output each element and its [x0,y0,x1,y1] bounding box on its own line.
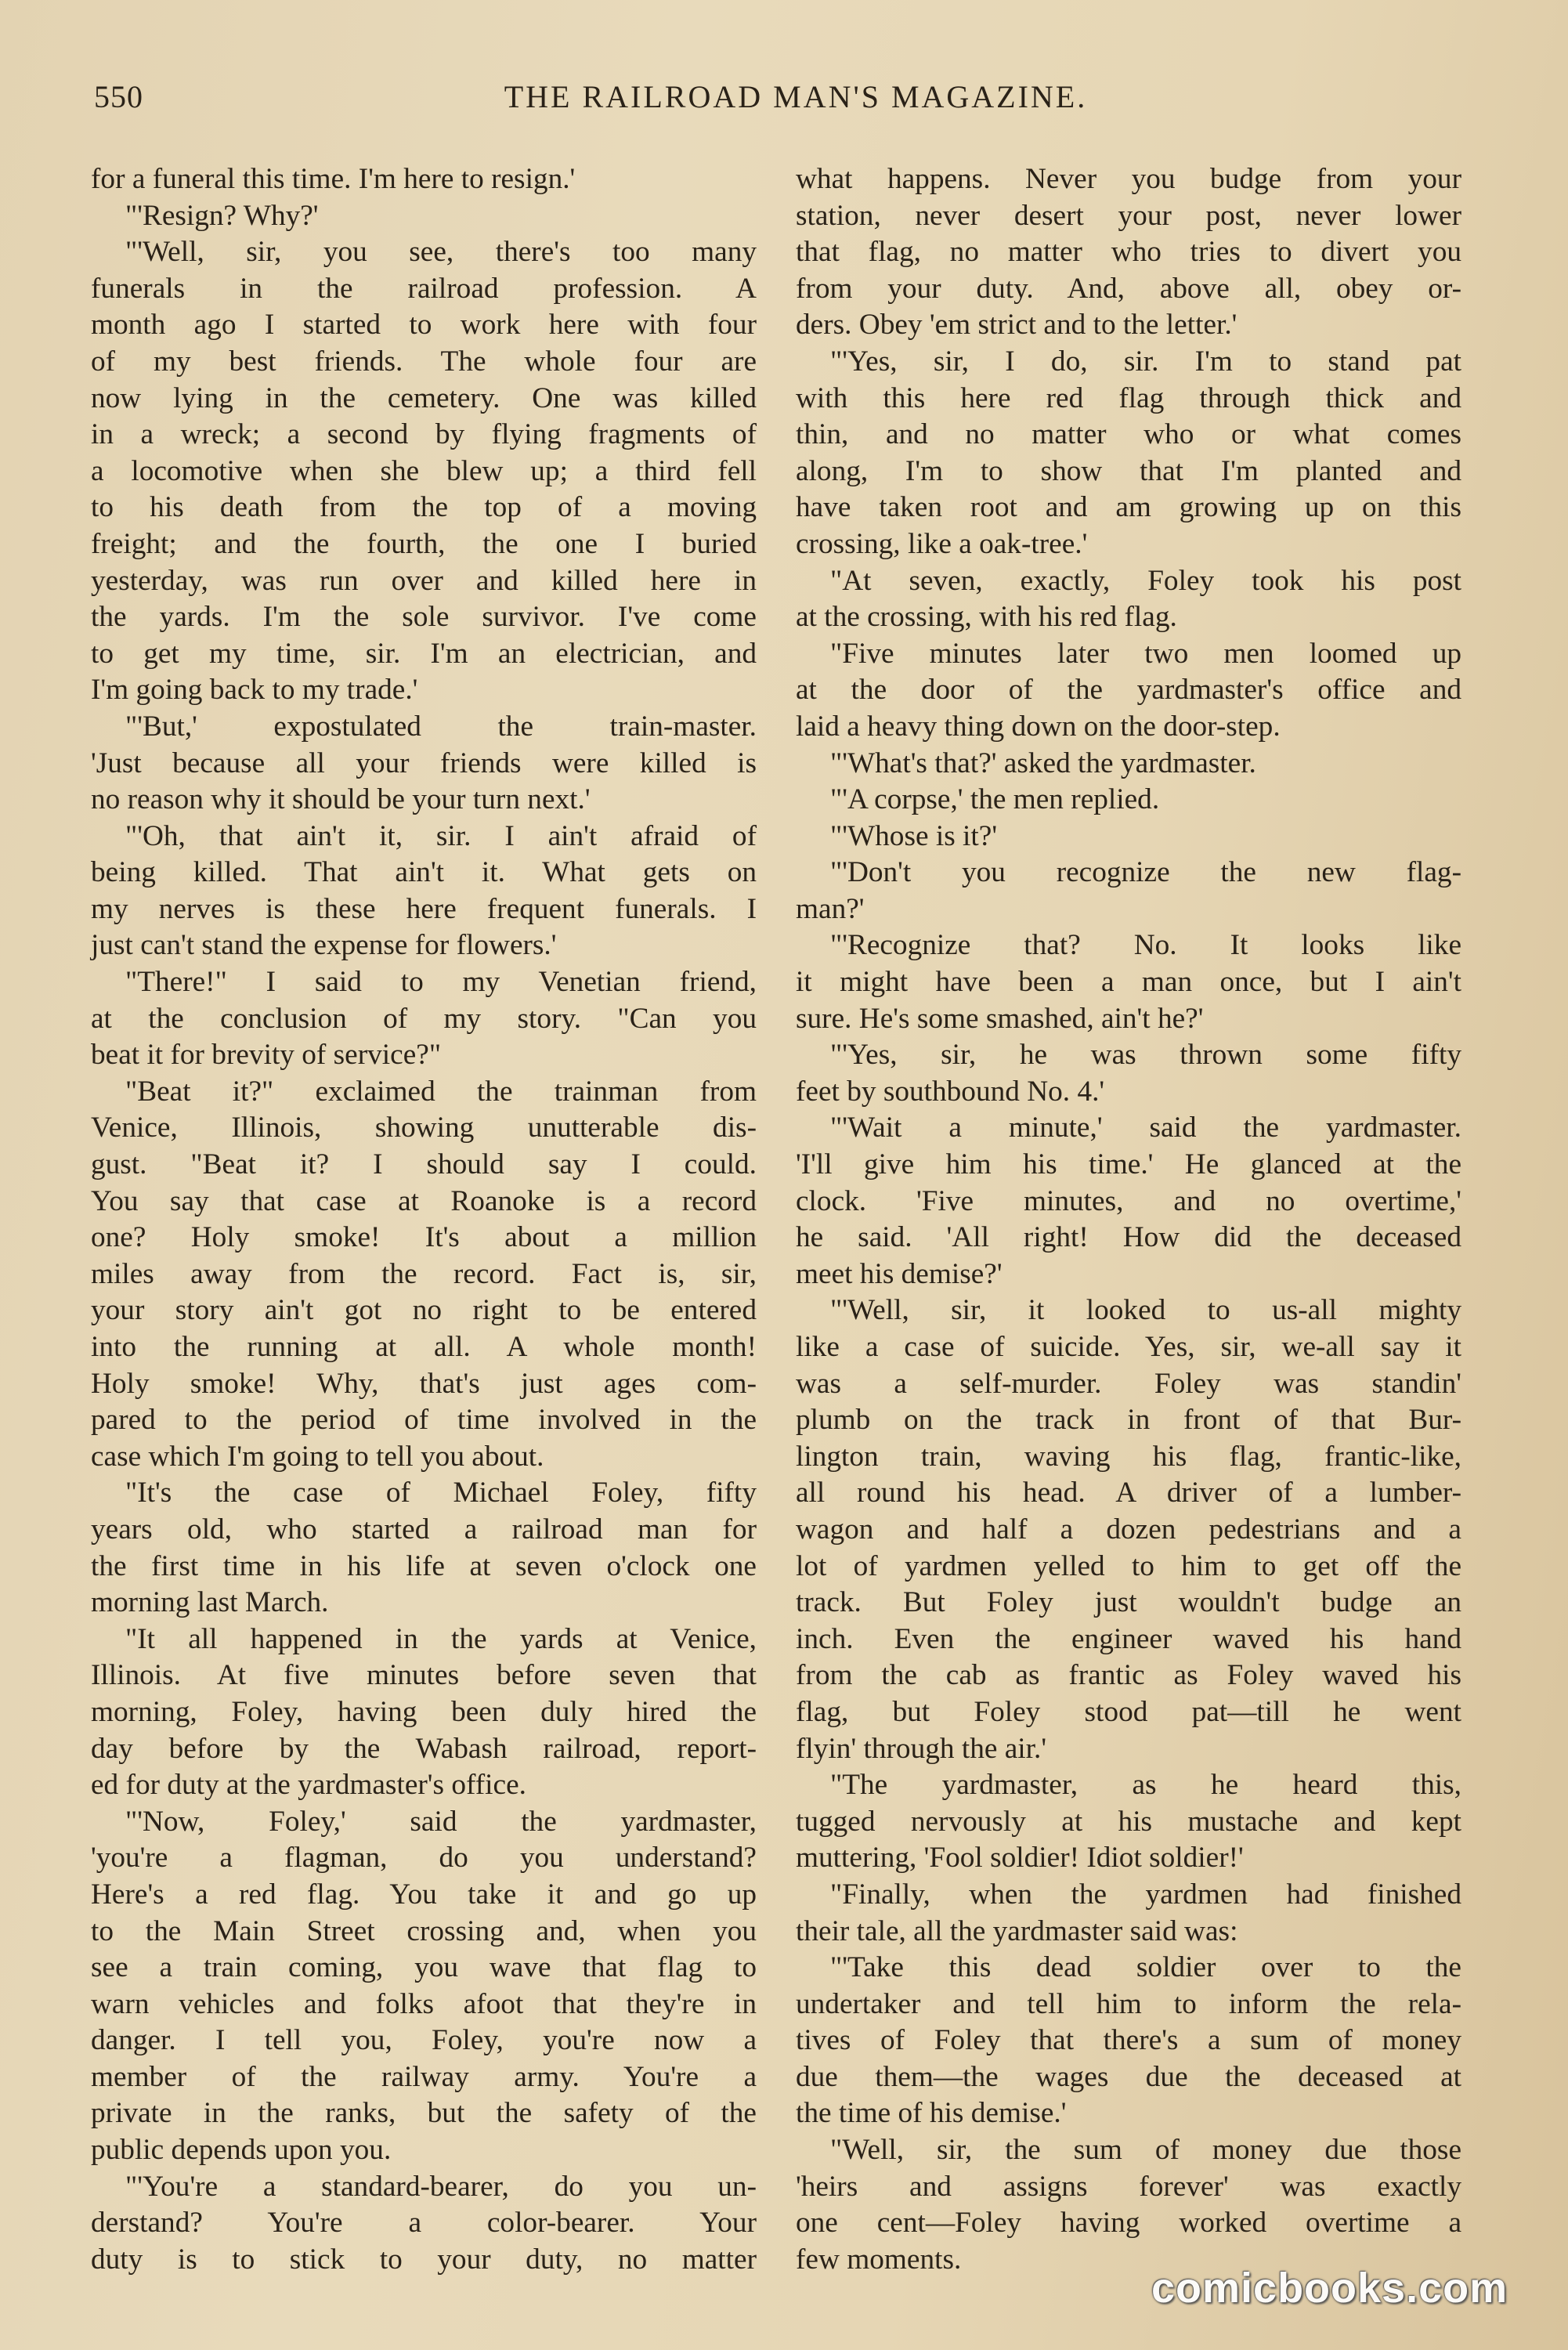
text-line: "Finally, when the yardmen had finished [830,1878,1461,1911]
text-line: "'Resign? Why?' [125,199,319,232]
text-line: "'Well, sir, you see, there's too many [125,236,757,269]
text-line: "'Yes, sir, I do, sir. I'm to stand pat [830,345,1461,378]
text-line: at the conclusion of my story. "Can you [91,1002,757,1035]
text-line: lot of yardmen yelled to him to get off the [796,1549,1461,1582]
text-line: feet by southbound No. 4.' [796,1075,1105,1108]
text-line: at the door of the yardmaster's office and [796,674,1461,707]
text-line: Here's a red flag. You take it and go up [91,1878,757,1911]
text-line: 'Just because all your friends were killed is [91,747,757,779]
text-line: have taken root and am growing up on this [796,491,1461,524]
text-line: to get my time, sir. I'm an electrician, and [91,637,757,670]
text-line: wagon and half a dozen pedestrians and a [796,1513,1461,1546]
text-line: flyin' through the air.' [796,1732,1047,1765]
text-line: due them—the wages due the deceased at [796,2060,1461,2093]
text-line: morning last March. [91,1586,329,1619]
text-line: my nerves is these here frequent funerals. I [91,892,757,925]
watermark-logo: comicbooks.com [1151,2265,1508,2312]
text-line: pared to the period of time involved in the [91,1404,757,1437]
text-line: "'Recognize that? No. It looks like [830,929,1461,962]
text-line: ed for duty at the yardmaster's office. [91,1769,526,1802]
text-line: "Beat it?" exclaimed the trainman from [125,1075,757,1108]
text-line: all round his head. A driver of a lumber- [796,1477,1461,1509]
text-line: now lying in the cemetery. One was killed [91,381,757,414]
text-line: their tale, all the yardmaster said was: [796,1914,1238,1947]
text-line: "'Wait a minute,' said the yardmaster. [830,1112,1461,1144]
text-line: one cent—Foley having worked overtime a [796,2207,1461,2240]
text-line: "Well, sir, the sum of money due those [830,2134,1461,2167]
text-line: being killed. That ain't it. What gets on [91,856,757,889]
text-line: "'Take this dead soldier over to the [830,1951,1461,1984]
text-line: meet his demise?' [796,1257,1003,1290]
running-title: THE RAILROAD MAN'S MAGAZINE. [504,79,1088,114]
text-line: miles away from the record. Fact is, sir, [91,1257,757,1290]
text-line: along, I'm to show that I'm planted and [796,454,1461,487]
text-line: inch. Even the engineer waved his hand [796,1622,1461,1655]
text-line: tives of Foley that there's a sum of money [796,2024,1461,2057]
page-number: 550 [94,79,143,114]
text-line: Illinois. At five minutes before seven that [91,1659,757,1692]
text-line: "There!" I said to my Venetian friend, [125,966,757,999]
text-line: muttering, 'Fool soldier! Idiot soldier!' [796,1842,1244,1875]
text-column-right [796,161,1461,2278]
text-line: funerals in the railroad profession. A [91,272,757,305]
text-line: man?' [796,892,865,925]
text-line: freight; and the fourth, the one I buried [91,527,757,560]
text-line: plumb on the track in front of that Bur- [796,1404,1461,1437]
text-line: member of the railway army. You're a [91,2060,757,2093]
text-line: for a funeral this time. I'm here to resign.' [91,163,576,195]
text-line: it might have been a man once, but I ain't [796,966,1461,999]
text-line: "'Well, sir, it looked to us-all mighty [830,1294,1461,1327]
text-line: thin, and no matter who or what comes [796,418,1461,451]
text-line: your story ain't got no right to be entered [91,1294,757,1327]
text-line: the first time in his life at seven o'clock one [91,1549,757,1582]
text-line: into the running at all. A whole month! [91,1331,757,1363]
text-line: I'm going back to my trade.' [91,674,418,707]
text-line: lington train, waving his flag, frantic-like, [796,1440,1461,1473]
text-line: the yards. I'm the sole survivor. I've come [91,601,757,634]
text-line: You say that case at Roanoke is a record [91,1184,757,1217]
text-line: crossing, like a oak-tree.' [796,527,1088,560]
text-line: 'heirs and assigns forever' was exactly [796,2170,1461,2203]
text-line: tugged nervously at his mustache and kept [796,1805,1461,1838]
text-line: "At seven, exactly, Foley took his post [830,564,1461,597]
text-line: from your duty. And, above all, obey or- [796,272,1461,305]
text-line: case which I'm going to tell you about. [91,1440,544,1473]
text-line: Holy smoke! Why, that's just ages com- [91,1367,757,1400]
page-header [94,78,1474,125]
text-line: flag, but Foley stood pat—till he went [796,1695,1461,1728]
text-line: "The yardmaster, as he heard this, [830,1769,1461,1802]
text-line: one? Holy smoke! It's about a million [91,1221,757,1254]
text-line: "'But,' expostulated the train-master. [125,710,757,743]
text-line: clock. 'Five minutes, and no overtime,' [796,1184,1461,1217]
text-line: years old, who started a railroad man for [91,1513,757,1546]
text-line: from the cab as frantic as Foley waved his [796,1659,1461,1692]
text-line: to his death from the top of a moving [91,491,757,524]
text-line: "'Oh, that ain't it, sir. I ain't afraid of [125,819,757,852]
text-line: "It's the case of Michael Foley, fifty [125,1477,757,1509]
text-line: undertaker and tell him to inform the rela- [796,1987,1461,2020]
text-line: beat it for brevity of service?" [91,1039,442,1072]
text-line: "'Don't you recognize the new flag- [830,856,1461,889]
text-line: no reason why it should be your turn next.' [91,783,591,816]
text-line: warn vehicles and folks afoot that they're in [91,1987,757,2020]
text-line: laid a heavy thing down on the door-step. [796,710,1281,743]
text-line: 'I'll give him his time.' He glanced at the [796,1148,1461,1181]
text-line: private in the ranks, but the safety of the [91,2097,757,2130]
text-line: "It all happened in the yards at Venice, [125,1622,757,1655]
text-line: that flag, no matter who tries to divert you [796,236,1461,269]
text-line: public depends upon you. [91,2134,392,2167]
text-line: "'What's that?' asked the yardmaster. [830,747,1256,779]
text-line: like a case of suicide. Yes, sir, we-all say it [796,1331,1461,1363]
text-line: few moments. [796,2243,962,2276]
text-line: day before by the Wabash railroad, report- [91,1732,757,1765]
text-line: at the crossing, with his red flag. [796,601,1177,634]
text-line: ders. Obey 'em strict and to the letter.' [796,309,1237,342]
text-line: in a wreck; a second by flying fragments of [91,418,757,451]
text-line: of my best friends. The whole four are [91,345,757,378]
text-line: see a train coming, you wave that flag to [91,1951,757,1984]
text-line: "Five minutes later two men loomed up [830,637,1461,670]
text-line: a locomotive when she blew up; a third fell [91,454,757,487]
text-line: duty is to stick to your duty, no matter [91,2243,757,2276]
text-line: "'A corpse,' the men replied. [830,783,1160,816]
text-line: just can't stand the expense for flowers.' [91,929,557,962]
text-line: month ago I started to work here with four [91,309,757,342]
text-column-left [91,161,757,2278]
text-line: with this here red flag through thick and [796,381,1461,414]
text-line: track. But Foley just wouldn't budge an [796,1586,1461,1619]
text-line: yesterday, was run over and killed here in [91,564,757,597]
text-line: "'Now, Foley,' said the yardmaster, [125,1805,757,1838]
text-line: he said. 'All right! How did the deceased [796,1221,1461,1254]
text-line: the time of his demise.' [796,2097,1067,2130]
text-line: station, never desert your post, never lower [796,199,1461,232]
text-line: "'Whose is it?' [830,819,998,852]
text-line: 'you're a flagman, do you understand? [91,1842,757,1875]
text-line: gust. "Beat it? I should say I could. [91,1148,757,1181]
text-line: was a self-murder. Foley was standin' [796,1367,1461,1400]
text-line: "'You're a standard-bearer, do you un- [125,2170,757,2203]
text-line: what happens. Never you budge from your [796,163,1461,195]
text-line: derstand? You're a color-bearer. Your [91,2207,757,2240]
text-line: sure. He's some smashed, ain't he?' [796,1002,1204,1035]
text-line: danger. I tell you, Foley, you're now a [91,2024,757,2057]
text-line: to the Main Street crossing and, when you [91,1914,757,1947]
text-line: Venice, Illinois, showing unutterable dis- [91,1112,757,1144]
text-line: "'Yes, sir, he was thrown some fifty [830,1039,1461,1072]
text-line: morning, Foley, having been duly hired the [91,1695,757,1728]
